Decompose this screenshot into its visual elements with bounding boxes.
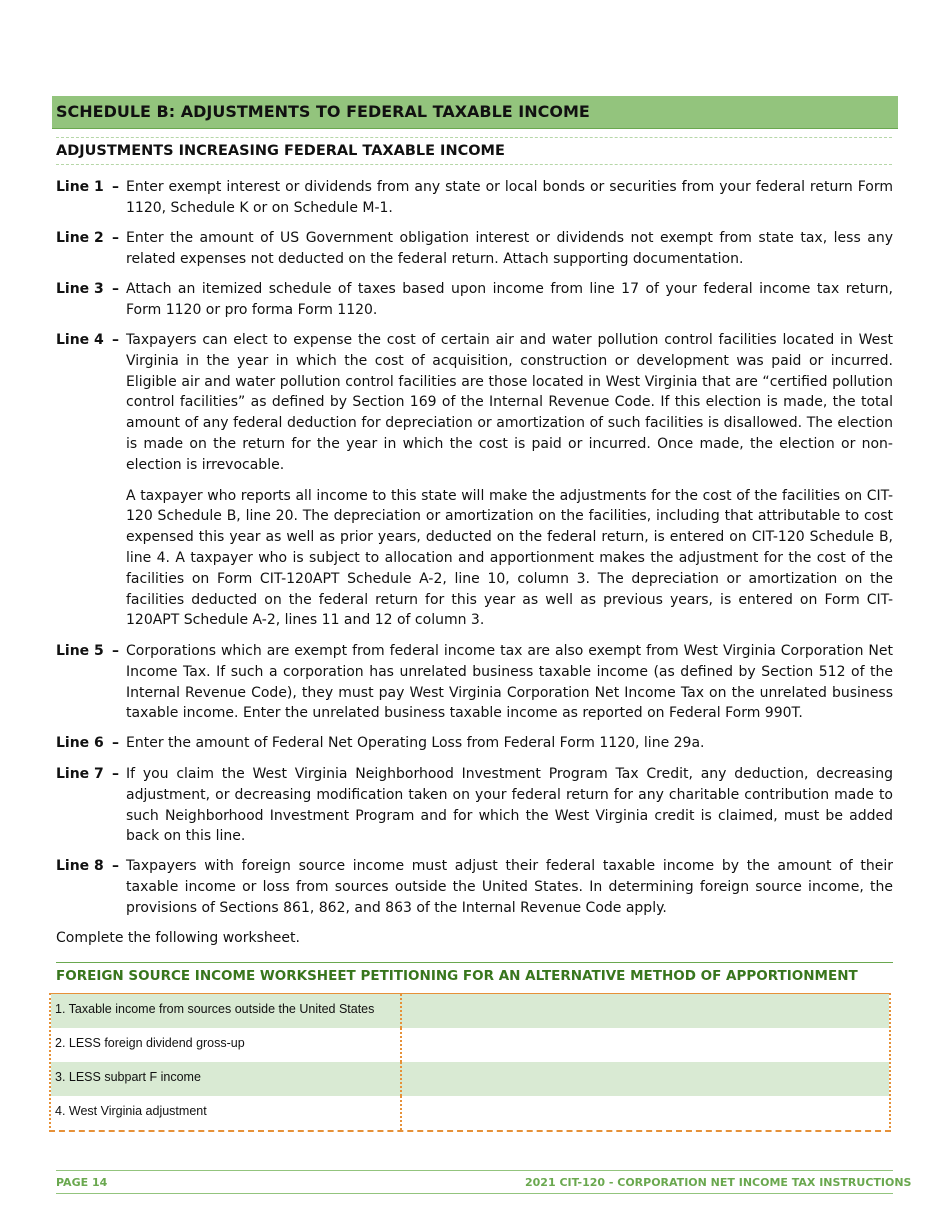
line-text-continued: A taxpayer who reports all income to this state will make the adjustments for the cost of the facilities on CIT-120 Schedule B, line 20. The depreciation or amortization on the facilities, including that attributable to cost expensed this year as well as prior years, deducted on the federal return, is entered on CIT-120 Schedule B, line 4. A taxpayer who is subject to allocation and apportionment makes the adjustment for the cost of the facilities on Form CIT-120APT Schedule A-2, line 10, column 3. The depreciation or amortization on the facilities deducted on the federal return for this year as well as previous years, is entered on Form CIT-120APT Schedule A-2, lines 11 and 12 of column 3. <box>126 487 893 629</box>
line-label: Line 1 <box>56 179 104 195</box>
line-dash: – <box>112 766 119 782</box>
line-label: Line 6 <box>56 735 104 751</box>
divider <box>56 164 892 165</box>
worksheet-title: FOREIGN SOURCE INCOME WORKSHEET PETITIONING FOR AN ALTERNATIVE METHOD OF APPORTIONMENT <box>56 968 858 984</box>
worksheet-row-label: 2. LESS foreign dividend gross-up <box>51 1028 402 1062</box>
worksheet-table <box>49 993 891 1132</box>
footer-bottom-rule <box>56 1193 893 1194</box>
worksheet-top-rule <box>56 962 893 963</box>
worksheet-row-label: 1. Taxable income from sources outside the United States <box>51 994 402 1028</box>
line-dash: – <box>112 858 119 874</box>
line-text: Enter the amount of Federal Net Operating Loss from Federal Form 1120, line 29a. <box>126 735 705 751</box>
line-2-item <box>56 228 893 270</box>
worksheet-row-value-field[interactable] <box>399 1062 889 1096</box>
line-text: If you claim the West Virginia Neighborhood Investment Program Tax Credit, any deduction, decreasing adjustment, or decreasing modification taken on your federal return for any charitable contribution made to such Neighborhood Investment Program and for which the West Virginia credit is claimed, must be added back on this line. <box>126 766 893 845</box>
worksheet-row <box>51 1096 889 1130</box>
worksheet-row-label: 3. LESS subpart F income <box>51 1062 402 1096</box>
section-title-bar <box>52 96 898 129</box>
line-text: Enter exempt interest or dividends from any state or local bonds or securities from your federal return Form 1120, Schedule K or on Schedule M-1. <box>126 179 893 216</box>
line-text: Attach an itemized schedule of taxes based upon income from line 17 of your federal income tax return, Form 1120 or pro forma Form 1120. <box>126 281 893 318</box>
line-label: Line 8 <box>56 858 104 874</box>
line-text: Corporations which are exempt from federal income tax are also exempt from West Virginia Corporation Net Income Tax. If such a corporation has unrelated business taxable income (as defined by Section 512 of the Internal Revenue Code), they must pay West Virginia Corporation Net Income Tax on the unrelated business taxable income. Enter the unrelated business taxable income as reported on Federal Form 990T. <box>126 643 893 722</box>
line-dash: – <box>112 332 119 348</box>
line-8-item <box>56 856 893 918</box>
page-number: PAGE 14 <box>56 1176 108 1189</box>
document-title: 2021 CIT-120 - CORPORATION NET INCOME TAX INSTRUCTIONS <box>525 1176 912 1189</box>
worksheet-row <box>51 1062 889 1096</box>
footer-top-rule <box>56 1170 893 1171</box>
line-label: Line 5 <box>56 643 104 659</box>
line-text: Enter the amount of US Government obligation interest or dividends not exempt from state tax, less any related expenses not deducted on the federal return. Attach supporting documentation. <box>126 230 893 267</box>
line-dash: – <box>112 735 119 751</box>
line-label: Line 3 <box>56 281 104 297</box>
worksheet-row-value-field[interactable] <box>399 1096 889 1130</box>
line-6-item <box>56 733 893 754</box>
line-7-item <box>56 764 893 847</box>
section-title: SCHEDULE B: ADJUSTMENTS TO FEDERAL TAXABLE INCOME <box>56 102 590 121</box>
line-3-item <box>56 279 893 321</box>
line-dash: – <box>112 281 119 297</box>
line-dash: – <box>112 179 119 195</box>
worksheet-row-value-field[interactable] <box>399 994 889 1028</box>
worksheet-intro: Complete the following worksheet. <box>56 930 300 946</box>
line-label: Line 7 <box>56 766 104 782</box>
line-dash: – <box>112 643 119 659</box>
line-4-item <box>56 330 893 631</box>
line-text: Taxpayers can elect to expense the cost of certain air and water pollution control facilities located in West Virginia in the year in which the cost of acquisition, construction or development was paid or incurred. Eligible air and water pollution control facilities are those located in West Virginia that are “certified pollution control facilities” as defined by Section 169 of the Internal Revenue Code. If this election is made, the total amount of any federal deduction for depreciation or amortization of such facilities is disallowed. The election is made on the return for the year in which the cost is paid or incurred. Once made, the election or non-election is irrevocable. <box>126 332 893 473</box>
line-label: Line 2 <box>56 230 104 246</box>
line-5-item <box>56 641 893 724</box>
divider <box>56 137 892 138</box>
worksheet-row-label: 4. West Virginia adjustment <box>51 1096 402 1130</box>
worksheet-row-value-field[interactable] <box>399 1028 889 1062</box>
worksheet-row <box>51 994 889 1028</box>
subheading: ADJUSTMENTS INCREASING FEDERAL TAXABLE INCOME <box>56 143 505 159</box>
line-dash: – <box>112 230 119 246</box>
line-text: Taxpayers with foreign source income must adjust their federal taxable income by the amount of their taxable income or loss from sources outside the United States. In determining foreign source income, the provisions of Sections 861, 862, and 863 of the Internal Revenue Code apply. <box>126 858 893 916</box>
line-label: Line 4 <box>56 332 104 348</box>
line-1-item <box>56 177 893 219</box>
worksheet-row <box>51 1028 889 1062</box>
